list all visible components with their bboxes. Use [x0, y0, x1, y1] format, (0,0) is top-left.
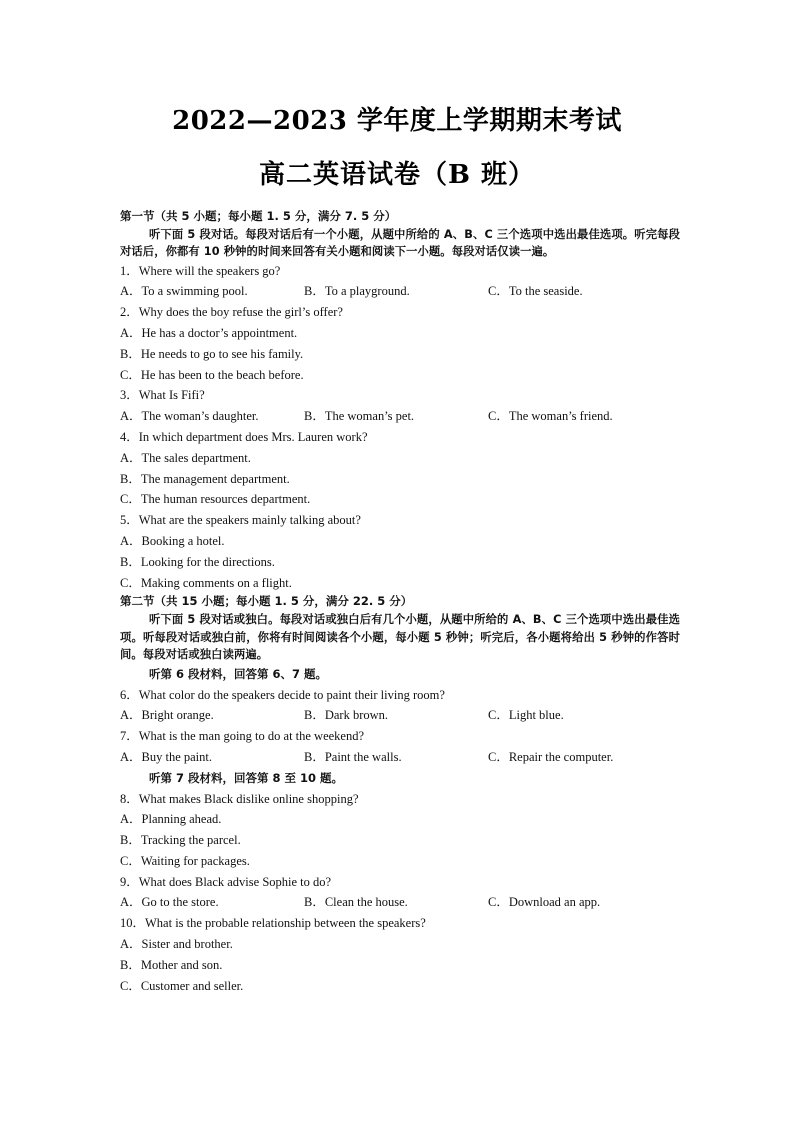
question-8-option-b: B．Tracking the parcel.	[120, 833, 241, 848]
exam-subtitle: 高二英语试卷（B 班）	[258, 160, 536, 190]
question-10-stem: 10．What is the probable relationship between the speakers?	[120, 916, 426, 931]
section-1-heading: 第一节（共 5 小题；每小题 1. 5 分，满分 7. 5 分）	[120, 209, 397, 223]
question-4-option-c: C．The human resources department.	[120, 492, 311, 507]
question-9-option-a: A．Go to the store.	[120, 895, 219, 910]
question-9-options	[120, 892, 680, 913]
question-6-stem: 6．What color do the speakers decide to paint their living room?	[120, 687, 445, 702]
question-9-option-c: C．Download an app.	[488, 895, 601, 910]
question-5-option-b: B．Looking for the directions.	[120, 554, 275, 569]
question-4-option-b: B．The management department.	[120, 471, 290, 486]
section-2-instructions: 听下面 5 段对话或独白。每段对话或独白后有几个小题，从题中所给的 A、B、C 三个选项中选出最佳选项。听每段对话或独白前，你将有时间阅读各个小题，每小题 5 秒钟；听完后，各小题将给出 5 秒钟的作答时间。每段对话或独白读两遍。	[120, 612, 680, 662]
question-3-option-b: B．The woman’s pet.	[304, 409, 415, 424]
question-1-option-b: B．To a playground.	[304, 284, 410, 299]
question-6-options	[120, 705, 680, 726]
question-1-stem: 1．Where will the speakers go?	[120, 263, 281, 278]
question-7-option-a: A．Buy the paint.	[120, 749, 213, 764]
question-1-option-a: A．To a swimming pool.	[120, 284, 248, 299]
question-9-option-b: B．Clean the house.	[304, 895, 408, 910]
question-10-option-c: C．Customer and seller.	[120, 978, 244, 993]
material-7-heading: 听第 7 段材料，回答第 8 至 10 题。	[149, 770, 344, 785]
material-6-heading: 听第 6 段材料，回答第 6、7 题。	[149, 666, 328, 681]
question-9-stem: 9．What does Black advise Sophie to do?	[120, 874, 332, 889]
question-3-option-a: A．The woman’s daughter.	[120, 409, 259, 424]
question-7-option-c: C．Repair the computer.	[488, 749, 614, 764]
section-2-heading: 第二节（共 15 小题；每小题 1. 5 分，满分 22. 5 分）	[120, 594, 413, 609]
question-3-stem: 3．What Is Fifi?	[120, 388, 205, 403]
question-4-option-a: A．The sales department.	[120, 450, 251, 465]
question-5-option-c: C．Making comments on a flight.	[120, 575, 292, 590]
question-5-option-a: A．Booking a hotel.	[120, 534, 225, 549]
question-5-stem: 5．What are the speakers mainly talking about?	[120, 513, 361, 528]
question-8-option-a: A．Planning ahead.	[120, 812, 222, 827]
question-2-option-b: B．He needs to go to see his family.	[120, 346, 304, 361]
question-10-option-a: A．Sister and brother.	[120, 937, 233, 952]
question-2-stem: 2．Why does the boy refuse the girl’s offer?	[120, 305, 343, 320]
question-1-options	[120, 281, 680, 302]
question-4-stem: 4．In which department does Mrs. Lauren work?	[120, 430, 368, 445]
question-7-stem: 7．What is the man going to do at the weekend?	[120, 729, 365, 744]
question-6-option-c: C．Light blue.	[488, 708, 564, 723]
question-3-option-c: C．The woman’s friend.	[488, 409, 613, 424]
question-7-options	[120, 747, 680, 768]
question-10-option-b: B．Mother and son.	[120, 957, 223, 972]
exam-title: 2022—2023 学年度上学期期末考试	[172, 106, 622, 136]
question-8-option-c: C．Waiting for packages.	[120, 853, 250, 868]
question-2-option-a: A．He has a doctor’s appointment.	[120, 326, 298, 341]
question-1-option-c: C．To the seaside.	[488, 284, 583, 299]
question-8-stem: 8．What makes Black dislike online shopping?	[120, 791, 359, 806]
question-7-option-b: B．Paint the walls.	[304, 749, 402, 764]
question-2-option-c: C．He has been to the beach before.	[120, 367, 304, 382]
question-6-option-a: A．Bright orange.	[120, 708, 214, 723]
exam-content	[120, 208, 680, 996]
section-1-instructions: 听下面 5 段对话。每段对话后有一个小题，从题中所给的 A、B、C 三个选项中选出最佳选项。听完每段对话后，你都有 10 秒钟的时间来回答有关小题和阅读下一小题。每段对话仅读一遍。	[120, 227, 680, 259]
question-3-options	[120, 406, 680, 427]
question-6-option-b: B．Dark brown.	[304, 708, 389, 723]
